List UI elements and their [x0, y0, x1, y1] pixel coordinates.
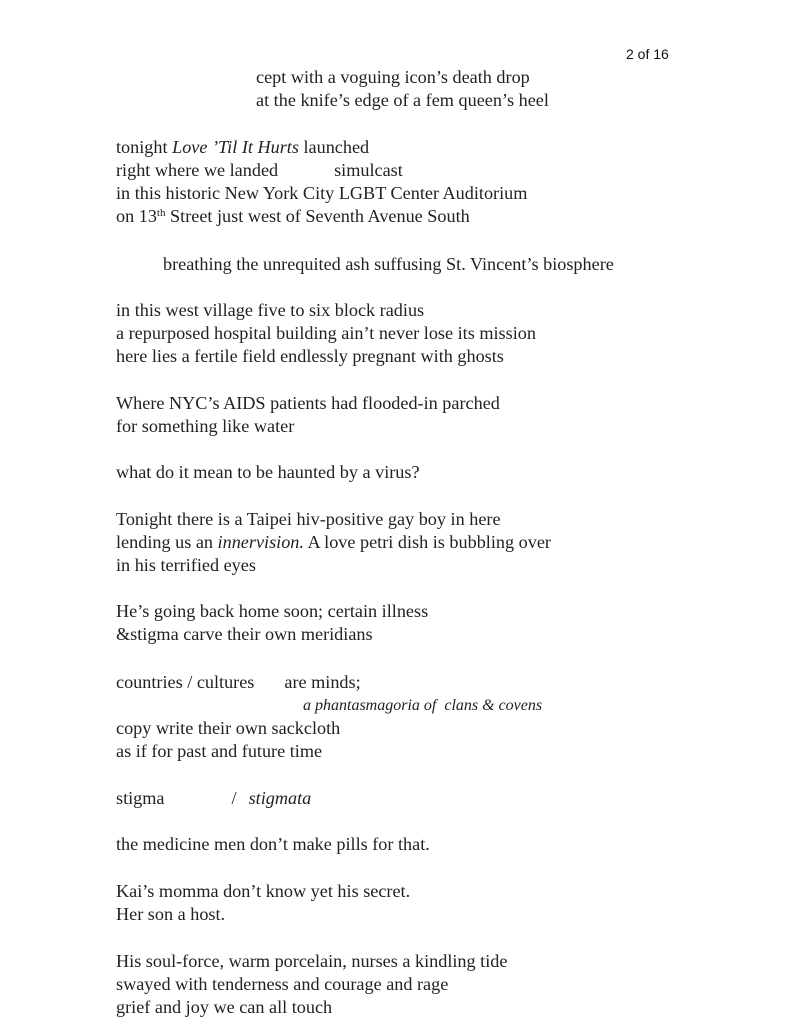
poem-line: Kai’s momma don’t know yet his secret. — [116, 881, 411, 901]
poem-line — [116, 159, 403, 181]
poem-line — [116, 787, 311, 809]
poem-line: here lies a fertile field endlessly pregnant with ghosts — [116, 346, 504, 366]
poem-line — [116, 531, 551, 553]
text-run: stigma — [116, 788, 165, 808]
text-run: on 13 — [116, 206, 157, 226]
poem-line: He’s going back home soon; certain illness — [116, 601, 429, 621]
poem-line: the medicine men don’t make pills for that. — [116, 834, 430, 854]
poem-line: as if for past and future time — [116, 741, 323, 761]
poem-line: cept with a voguing icon’s death drop — [256, 67, 530, 87]
page-number: 2 of 16 — [626, 46, 669, 62]
poem-line: grief and joy we can all touch — [116, 997, 333, 1017]
poem-line: copy write their own sackcloth — [116, 718, 341, 738]
poem-line: in this west village five to six block radius — [116, 300, 425, 320]
poem-line: at the knife’s edge of a fem queen’s heel — [256, 90, 549, 110]
text-run: / — [231, 788, 237, 808]
text-run: right where we landed — [116, 160, 279, 180]
poem-line: His soul-force, warm porcelain, nurses a kindling tide — [116, 951, 508, 971]
poem-line: &stigma carve their own meridians — [116, 624, 373, 644]
poem-line — [116, 136, 369, 158]
poem-line: Her son a host. — [116, 904, 226, 924]
poem-line: in this historic New York City LGBT Center Auditorium — [116, 183, 528, 203]
poem-line: in his terrified eyes — [116, 555, 256, 575]
text-run: lending us an — [116, 532, 218, 552]
poem-line — [116, 671, 361, 693]
poem-line: a phantasmagoria of clans & covens — [303, 697, 543, 714]
poem-line: for something like water — [116, 416, 295, 436]
emphasis-italic: stigmata — [248, 788, 312, 808]
title-italic: Love ’Til It Hurts — [172, 137, 299, 157]
poem-line: a repurposed hospital building ain’t never lose its mission — [116, 323, 536, 343]
poem-line — [116, 205, 470, 227]
text-run: Street just west of Seventh Avenue South — [165, 206, 470, 226]
text-run: are minds; — [284, 672, 361, 692]
text-run: A love petri dish is bubbling over — [303, 532, 551, 552]
text-run: simulcast — [334, 160, 403, 180]
poem-line: swayed with tenderness and courage and rage — [116, 974, 449, 994]
poem-line: Where NYC’s AIDS patients had flooded-in parched — [116, 393, 500, 413]
poem-line: breathing the unrequited ash suffusing St. Vincent’s biosphere — [163, 254, 614, 274]
superscript: th — [156, 207, 166, 219]
text-run: launched — [298, 137, 370, 157]
poem-line: Tonight there is a Taipei hiv-positive gay boy in here — [116, 509, 501, 529]
poem-line: what do it mean to be haunted by a virus? — [116, 462, 420, 482]
text-run: countries / cultures — [116, 672, 255, 692]
emphasis-italic: innervision. — [217, 532, 304, 552]
text-run: tonight — [116, 137, 173, 157]
